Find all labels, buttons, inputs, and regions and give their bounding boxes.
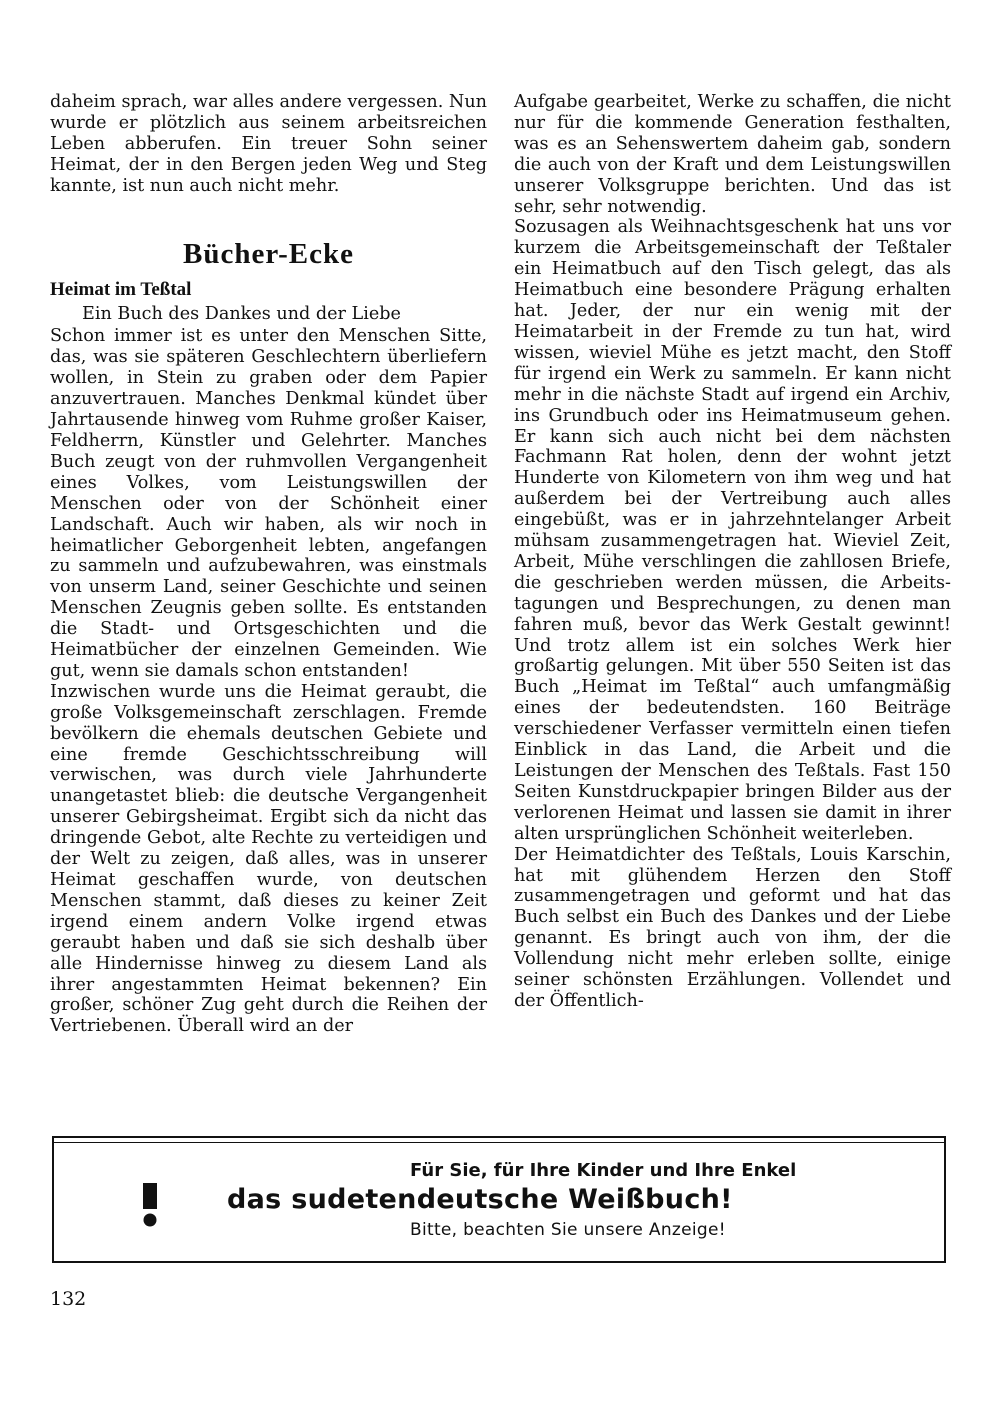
section-title: Bücher-Ecke: [182, 237, 354, 270]
advertisement-line-3: Bitte, beachten Sie unsere Anzeige!: [410, 1220, 726, 1240]
article-tagline: Ein Buch des Dankes und der Liebe: [82, 303, 401, 324]
left-paragraph-2: Schon immer ist es unter den Menschen Sitte, das, was sie späteren Geschlechtern überliefern wollen, in Stein zu graben oder dem Papier anzuvertrauen. Manches Denkmal kündet über Jahrtausende hinweg vom Ruhme großer Kaiser, Feldherrn, Künstler und Gelehrter. Manches Buch zeugt von der ruhmvollen Vergangenheit eines Volkes, vom Leistungswillen der Menschen oder von der Schönheit einer Landschaft. Auch wir haben, als wir noch in heimatlicher Geborgenheit lebten, angefangen zu sammeln und aufzubewahren, was einstmals von unserm Land, seiner Geschichte und seinen Menschen Zeugnis geben sollte. Es entstanden die Stadt- und Ortsgeschichten und die Heimatbücher der einzelnen Gemeinden. Wie gut, wenn sie damals schon entstanden!: [50, 326, 487, 681]
article-subtitle: Heimat im Teßtal: [50, 278, 192, 300]
page-number: 132: [50, 1288, 87, 1310]
left-column: [50, 92, 487, 1037]
left-paragraph-3: Inzwischen wurde uns die Heimat geraubt, die große Volksgemeinschaft zerschlagen. Fremde bevölkern die ehemals deutschen Gebiete und eine fremde Geschichtsschreibung will verwischen, was durch viele Jahrhunderte unangetastet blieb: die deutsche Vergangenheit unserer Gebirgsheimat. Ergibt sich da nicht das dringende Gebot, alte Rechte zu verteidigen und der Welt zu zeigen, daß alles, was in unserer Heimat geschaffen wurde, von deutschen Menschen stammt, daß dieses zu keiner Zeit irgend einem andern Volke irgend etwas geraubt haben und daß sie sich deshalb über alle Hindernisse hinweg zu diesem Land als ihrer angestammten Heimat bekennen? Ein großer, schöner Zug geht durch die Reihen der Vertriebenen. Überall wird an der: [50, 681, 487, 1037]
left-paragraph-1: daheim sprach, war alles andere vergessen. Nun wurde er plötzlich aus seinem arbeitsreichen Leben abberufen. Ein treuer Sohn seiner Heimat, der in den Bergen jeden Weg und Steg kannte, ist nun auch nicht mehr.: [50, 92, 487, 196]
exclamation-icon: [139, 1183, 161, 1227]
right-column: [514, 92, 951, 1012]
right-paragraph-3: Der Heimatdichter des Teßtals, Louis Karschin, hat mit glühendem Herzen den Stoff zusammengetragen und geformt und hat das Buch selbst ein Buch des Dankes und der Liebe genannt. Es bringt auch von ihm, der die Vollendung nicht mehr erleben sollte, einige seiner schönsten Erzählungen. Vollendet und der Öffentlich-: [514, 844, 951, 1011]
right-paragraph-2: Sozusagen als Weihnachtsgeschenk hat uns vor kurzem die Arbeitsgemeinschaft der Teßtaler ein Heimatbuch auf den Tisch gelegt, das als Heimatbuch eine besondere Prägung erhalten hat. Jeder, der nur ein wenig mit der Heimatarbeit in der Fremde zu tun hat, wird wissen, wieviel Mühe es jetzt macht, den Stoff für irgend ein Werk zu sammeln. Er kann nicht mehr in die nächste Stadt auf irgend ein Archiv, ins Grundbuch oder ins Heimatmuseum gehen. Er kann sich auch nicht bei dem nächsten Fachmann Rat holen, denn der wohnt jetzt Hunderte von Kilometern von ihm weg und hat außerdem bei der Vertreibung auch alles eingebüßt, was er in jahrzehntelanger Arbeit mühsam zusammengetragen hat. Wieviel Zeit, Arbeit, Mühe verschlingen die zahllosen Briefe, die geschrieben werden müssen, die Arbeitstagungen und Besprechungen, zu denen man fahren muß, bevor das Werk Gestalt gewinnt! Und trotz allem ist ein solches Werk hier großartig gelungen. Mit über 550 Seiten ist das Buch „Heimat im Teßtal“ auch umfangmäßig eines der bedeutendsten. 160 Beiträge verschiedener Verfasser vermitteln einen tiefen Einblick in das Land, die Arbeit und die Leistungen der Menschen des Teßtals. Fast 150 Seiten Kunstdruckpapier bringen Bilder aus der verlorenen Heimat und lassen sie damit in ihrer alten ursprünglichen Schönheit weiterleben.: [514, 217, 951, 844]
right-paragraph-1: Aufgabe gearbeitet, Werke zu schaffen, die nicht nur für die kommende Generation festhalten, was es an Sehenswertem daheim gab, sondern die auch von der Kraft und dem Leistungswillen unserer Volksgruppe berichten. Und das ist sehr, sehr notwendig.: [514, 92, 951, 217]
advertisement-headline: das sudetendeutsche Weißbuch!: [227, 1184, 733, 1215]
advertisement-line-1: Für Sie, für Ihre Kinder und Ihre Enkel: [410, 1160, 797, 1181]
